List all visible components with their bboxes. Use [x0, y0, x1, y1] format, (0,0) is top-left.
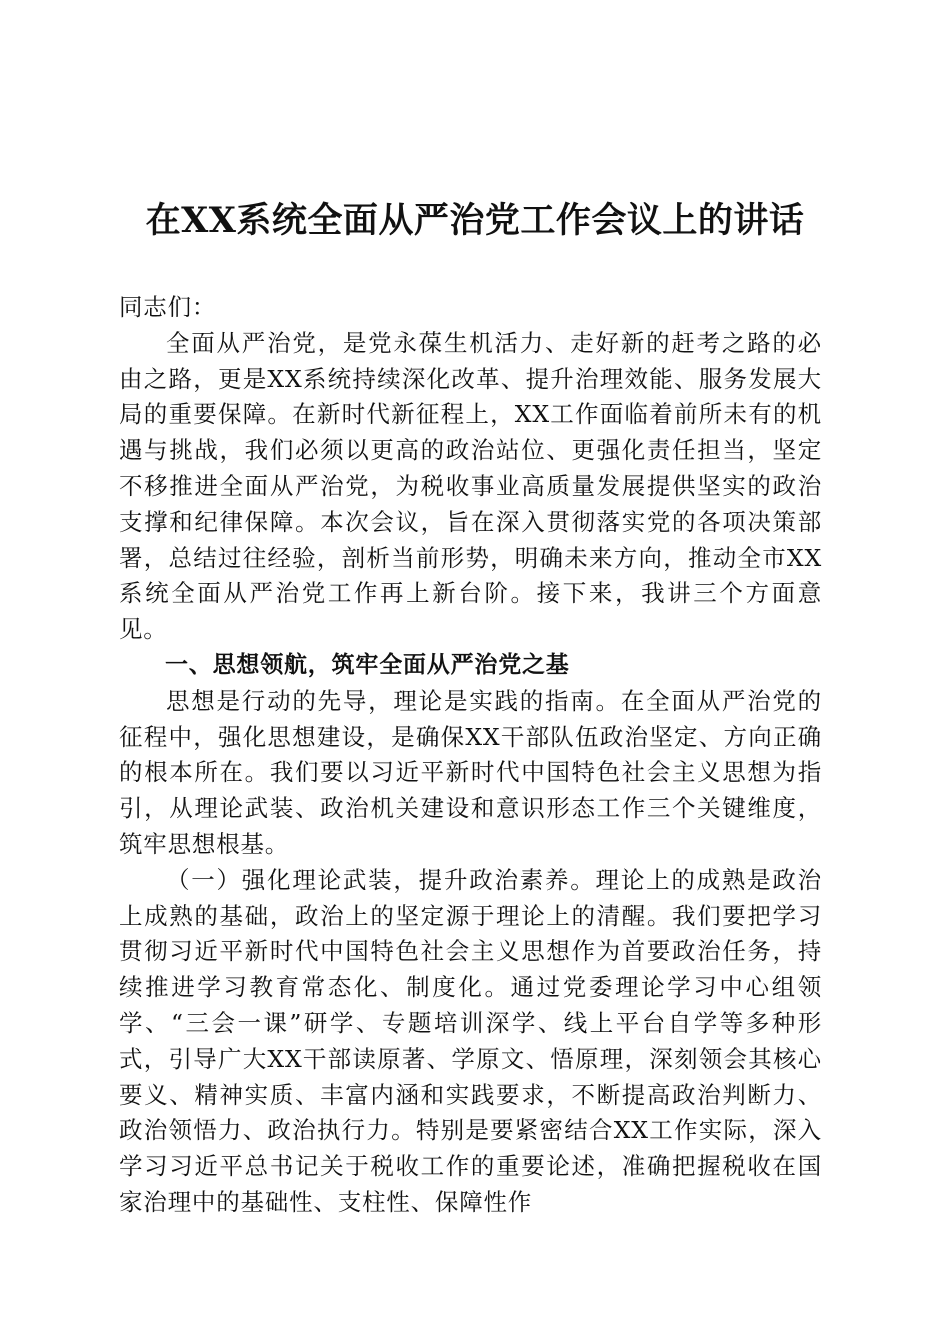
section-heading-1: 一、思想领航，筑牢全面从严治党之基 — [165, 651, 570, 678]
document-body — [119, 290, 822, 1221]
document-title: 在XX系统全面从严治党工作会议上的讲话 — [145, 200, 805, 241]
salutation: 同志们： — [119, 293, 217, 321]
paragraph-subsection-1: （一）强化理论武装，提升政治素养。理论上的成熟是政治上成熟的基础，政治上的坚定源于理论上的清醒。我们要把学习贯彻习近平新时代中国特色社会主义思想作为首要政治任务，持续推进学习教育常态化、制度化。通过党委理论学习中心组领学、“三会一课”研学、专题培训深学、线上平台自学等多种形式，引导广大XX干部读原著、学原文、悟原理，深刻领会其核心要义、精神实质、丰富内涵和实践要求，不断提高政治判断力、政治领悟力、政治执行力。特别是要紧密结合XX工作实际，深入学习习近平总书记关于税收工作的重要论述，准确把握税收在国家治理中的基础性、支柱性、保障性作 — [119, 865, 822, 1216]
paragraph-section1-intro: 思想是行动的先导，理论是实践的指南。在全面从严治党的征程中，强化思想建设，是确保XX干部队伍政治坚定、方向正确的根本所在。我们要以习近平新时代中国特色社会主义思想为指引，从理论武装、政治机关建设和意识形态工作三个关键维度，筑牢思想根基。 — [119, 686, 822, 858]
paragraph-opening: 全面从严治党，是党永葆生机活力、走好新的赶考之路的必由之路，更是XX系统持续深化改革、提升治理效能、服务发展大局的重要保障。在新时代新征程上，XX工作面临着前所未有的机遇与挑战，我们必须以更高的政治站位、更强化责任担当，坚定不移推进全面从严治党，为税收事业高质量发展提供坚实的政治支撑和纪律保障。本次会议，旨在深入贯彻落实党的各项决策部署，总结过往经验，剖析当前形势，明确未来方向，推动全市XX系统全面从严治党工作再上新台阶。接下来，我讲三个方面意见。 — [119, 328, 822, 644]
